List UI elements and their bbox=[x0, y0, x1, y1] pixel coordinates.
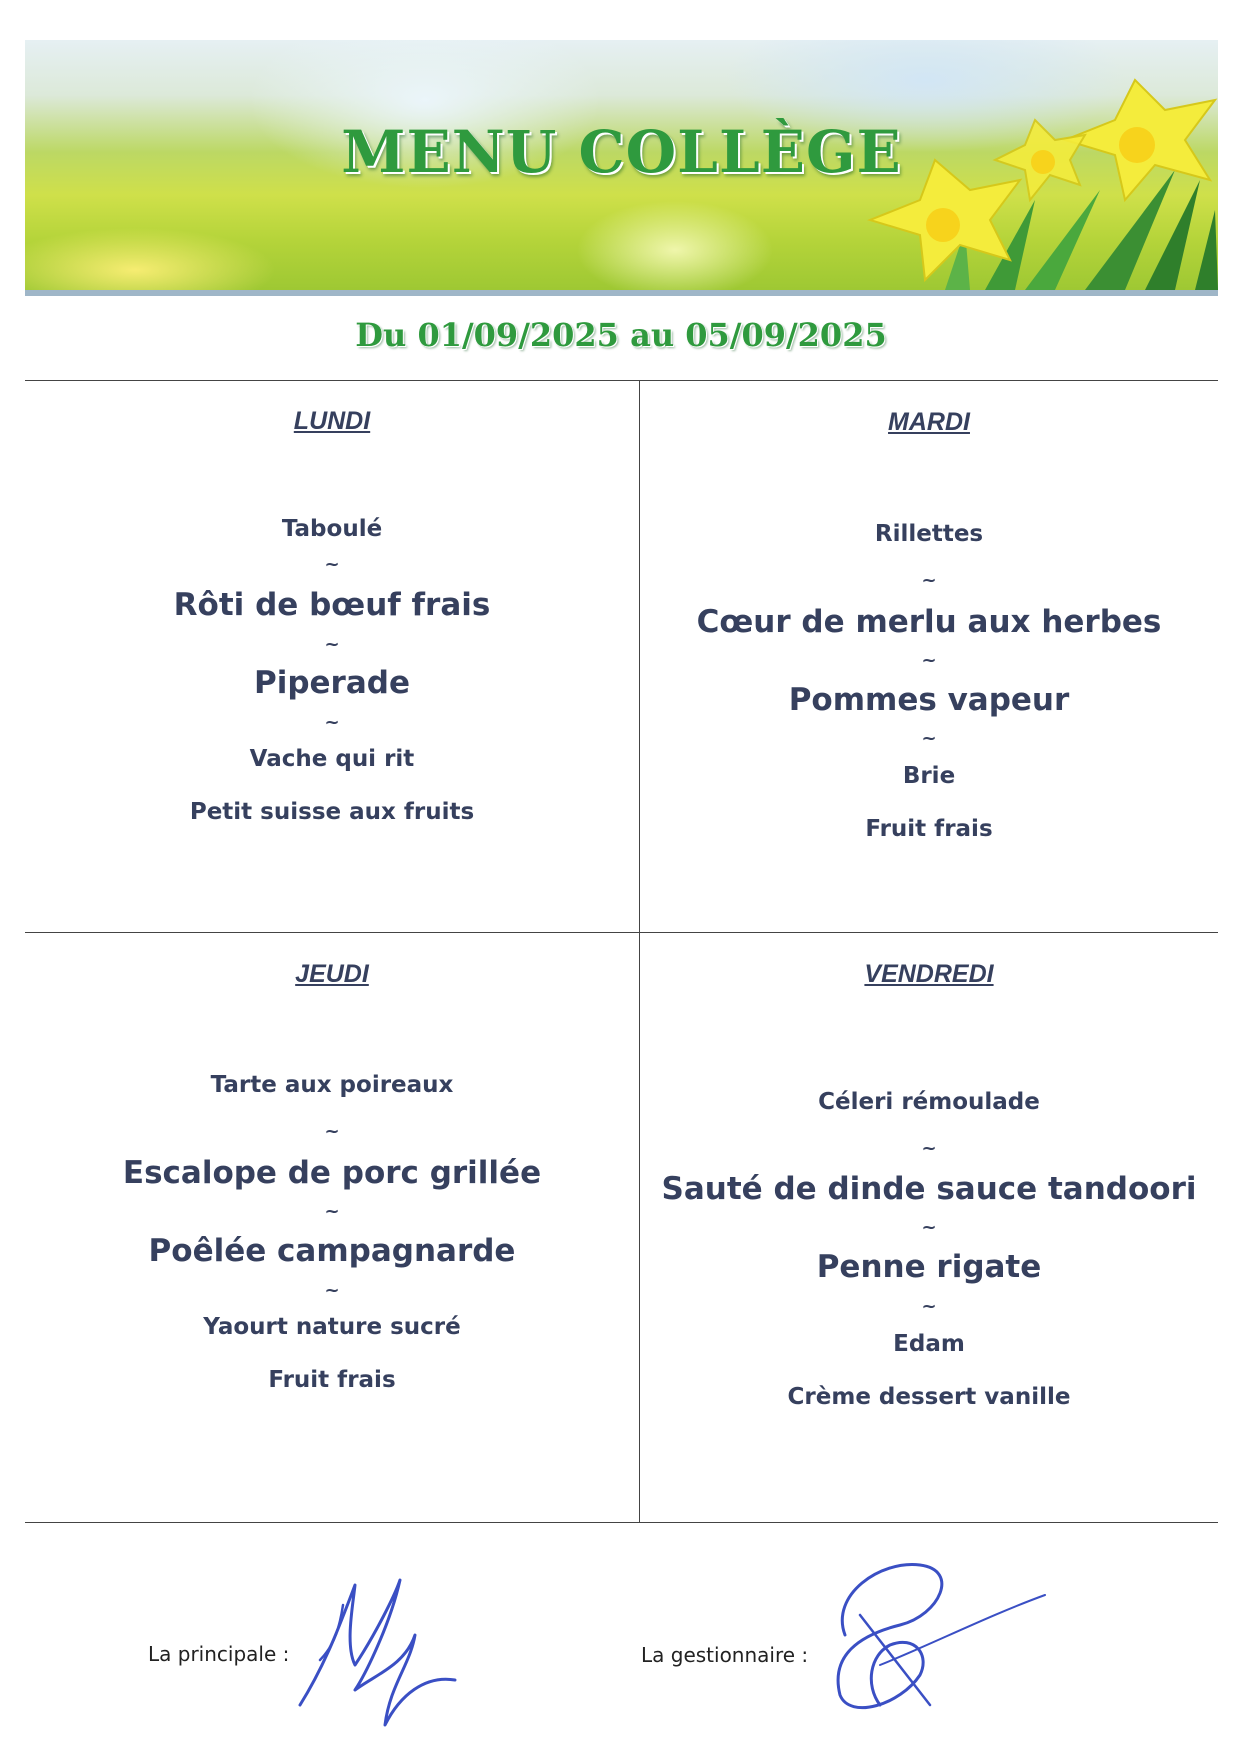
starter: Rillettes bbox=[874, 521, 984, 547]
separator: ~ bbox=[324, 554, 340, 575]
principal-signature bbox=[295, 1565, 475, 1735]
separator: ~ bbox=[324, 1280, 340, 1301]
separator: ~ bbox=[921, 1296, 937, 1317]
separator: ~ bbox=[921, 570, 937, 591]
side-dish: Piperade bbox=[254, 665, 410, 701]
day-block-jeudi bbox=[25, 933, 639, 1522]
separator: ~ bbox=[921, 1138, 937, 1159]
main-dish: Escalope de porc grillée bbox=[122, 1155, 542, 1191]
dessert: Fruit frais bbox=[865, 816, 993, 842]
side-dish: Poêlée campagnarde bbox=[148, 1233, 516, 1269]
grid-line-bottom bbox=[25, 1522, 1218, 1523]
header-banner bbox=[25, 40, 1218, 296]
separator: ~ bbox=[921, 1217, 937, 1238]
starter: Céleri rémoulade bbox=[818, 1089, 1040, 1115]
separator: ~ bbox=[324, 1201, 340, 1222]
starter: Tarte aux poireaux bbox=[210, 1072, 454, 1098]
day-title: VENDREDI bbox=[864, 960, 994, 988]
separator: ~ bbox=[921, 728, 937, 749]
cheese: Vache qui rit bbox=[249, 746, 415, 772]
cheese: Edam bbox=[893, 1331, 965, 1357]
menu-title: MENU COLLÈGE bbox=[341, 118, 902, 186]
dessert: Petit suisse aux fruits bbox=[189, 799, 475, 825]
side-dish: Penne rigate bbox=[816, 1249, 1042, 1285]
principal-label: La principale : bbox=[148, 1642, 290, 1666]
main-dish: Cœur de merlu aux herbes bbox=[696, 604, 1162, 640]
day-block-vendredi bbox=[640, 933, 1218, 1522]
dessert: Fruit frais bbox=[268, 1367, 396, 1393]
day-title: JEUDI bbox=[295, 960, 369, 988]
dairy: Yaourt nature sucré bbox=[203, 1314, 461, 1340]
day-block-lundi bbox=[25, 380, 639, 932]
main-dish: Rôti de bœuf frais bbox=[173, 587, 491, 623]
starter: Taboulé bbox=[281, 516, 383, 542]
date-range: Du 01/09/2025 au 05/09/2025 bbox=[355, 316, 887, 354]
day-title: LUNDI bbox=[293, 407, 371, 435]
side-dish: Pommes vapeur bbox=[788, 682, 1070, 718]
day-block-mardi bbox=[640, 380, 1218, 932]
separator: ~ bbox=[324, 634, 340, 655]
cheese: Brie bbox=[902, 763, 956, 789]
dessert: Crème dessert vanille bbox=[787, 1384, 1071, 1410]
separator: ~ bbox=[921, 650, 937, 671]
manager-signature bbox=[820, 1555, 1050, 1725]
separator: ~ bbox=[324, 1121, 340, 1142]
separator: ~ bbox=[324, 712, 340, 733]
manager-label: La gestionnaire : bbox=[641, 1643, 809, 1667]
main-dish: Sauté de dinde sauce tandoori bbox=[661, 1171, 1197, 1207]
day-title: MARDI bbox=[888, 408, 970, 436]
